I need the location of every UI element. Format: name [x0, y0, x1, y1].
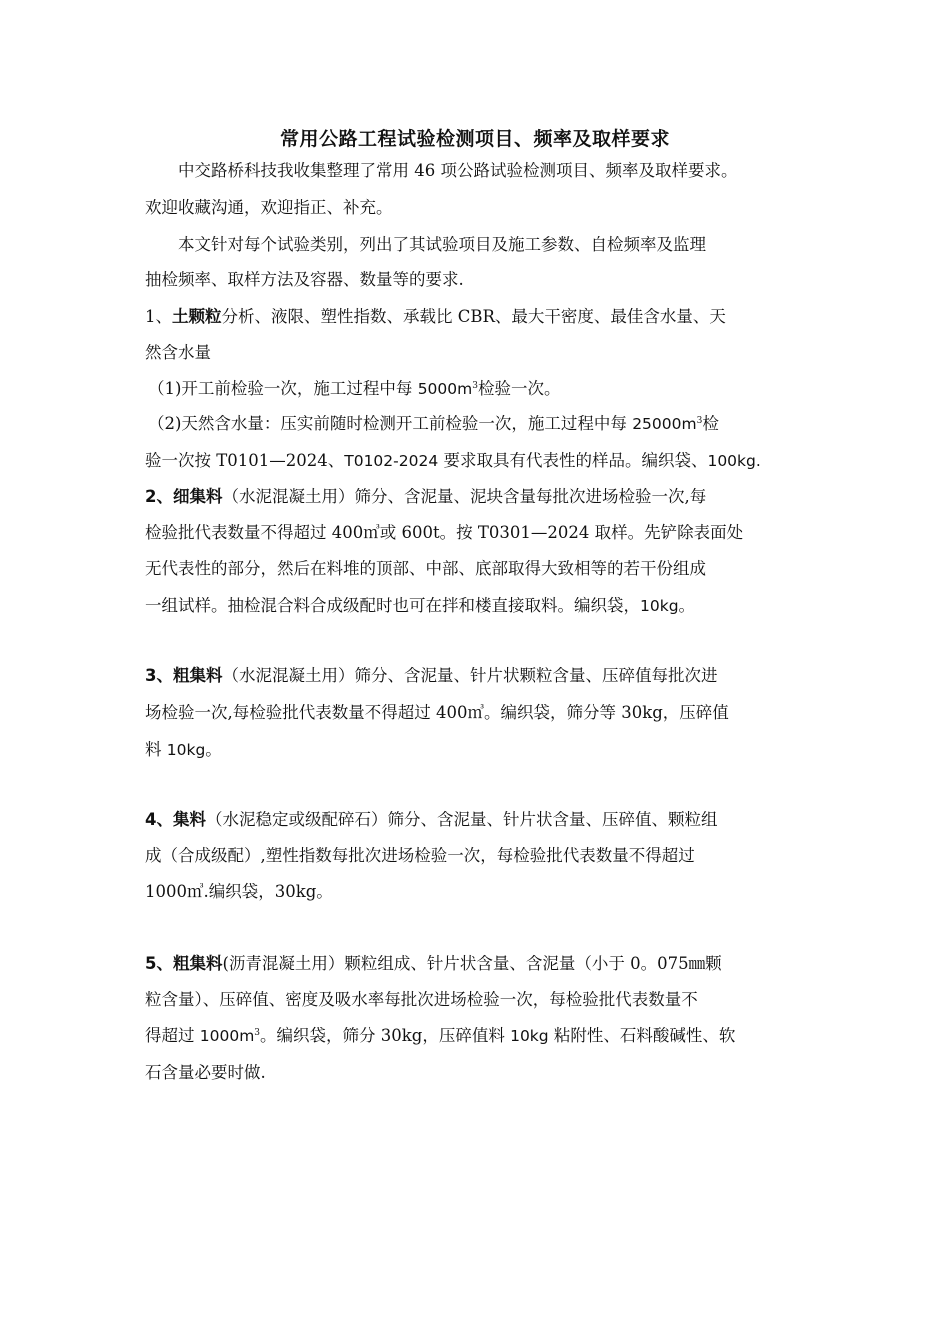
section-3-line2: 场检验一次,每检验批代表数量不得超过 400㎥。编织袋，筛分等 30kg，压碎值: [145, 703, 729, 722]
section-1-line1: [145, 307, 726, 327]
section-5-line1-text: (沥青混凝土用）颗粒组成、针片状含量、含泥量（小于 0。075㎜颗: [222, 954, 722, 973]
section-1-sub3-text: 验一次按 T0101—2024、: [145, 451, 345, 470]
section-5-line4: 石含量必要时做.: [145, 1063, 266, 1082]
cubic-superscript: 3: [696, 416, 703, 426]
section-3-line3: [145, 740, 222, 760]
section-2-line4-qty: 10kg: [640, 597, 679, 615]
section-5-line3-tail: 粘附性、石料酸碱性、软: [548, 1026, 736, 1045]
section-3-line3-qty: 10kg: [166, 741, 206, 759]
section-4-line3: 1000㎥.编织袋，30kg。: [145, 882, 333, 901]
section-1-sub3: [145, 451, 761, 471]
section-1-sub3-mid: 要求取具有代表性的样品。编织袋、: [438, 451, 708, 470]
section-1-sub1-tail: 检验一次。: [477, 379, 561, 398]
intro-p1-line1: 中交路桥科技我收集整理了常用 46 项公路试验检测项目、频率及取样要求。: [178, 161, 738, 180]
section-2-line1-text: （水泥混凝土用）筛分、含泥量、泥块含量每批次进场检验一次,每: [222, 487, 707, 506]
section-1-sub1-text: （1)开工前检验一次，施工过程中每: [148, 379, 418, 398]
section-2-line4: [145, 596, 695, 616]
section-5-heading: 粗集料: [172, 954, 223, 973]
section-5-line3-qty: 10kg: [510, 1027, 549, 1045]
section-2-line4-tail: 。: [678, 596, 696, 615]
section-4-heading: 集料: [172, 810, 206, 829]
section-5-number: 5、: [145, 954, 173, 973]
cubic-superscript: 3: [472, 381, 478, 391]
section-2-heading: 细集料: [172, 487, 223, 506]
section-2-line3: 无代表性的部分，然后在料堆的顶部、中部、底部取得大致相等的若干份组成: [145, 559, 706, 578]
section-1-sub3-code: T0102-2024: [344, 452, 439, 470]
section-2-line4-text: 一组试样。抽检混合料合成级配时也可在拌和楼直接取料。编织袋，: [145, 596, 640, 615]
section-1-sub2-tail: 检: [702, 414, 719, 433]
section-3-line3-tail: 。: [205, 740, 222, 759]
section-2-line1: [145, 487, 706, 507]
section-1-number: 1、: [145, 307, 172, 326]
section-3-line1: [145, 666, 717, 686]
section-1-sub2: [148, 414, 719, 434]
section-3-line1-text: （水泥混凝土用）筛分、含泥量、针片状颗粒含量、压碎值每批次进: [222, 666, 718, 685]
section-3-line3-text: 料: [145, 740, 167, 759]
document-title: 常用公路工程试验检测项目、频率及取样要求: [279, 128, 670, 150]
section-2-line2: 检验批代表数量不得超过 400㎥或 600t。按 T0301—2024 取样。先铲除表面处: [145, 523, 744, 542]
section-1-sub2-text: （2)天然含水量：压实前随时检测开工前检验一次，施工过程中每: [148, 414, 633, 433]
cubic-superscript: 3: [254, 1028, 261, 1038]
section-5-line3-text: 得超过: [145, 1026, 200, 1045]
section-4-number: 4、: [145, 810, 173, 829]
intro-p2-line2: 抽检频率、取样方法及容器、数量等的要求.: [145, 270, 464, 289]
intro-p1-line2: 欢迎收藏沟通，欢迎指正、补充。: [145, 198, 393, 217]
section-1-sub1-amount: 5000m: [417, 380, 473, 398]
section-4-line1-text: （水泥稳定或级配碎石）筛分、含泥量、针片状含量、压碎值、颗粒组: [205, 810, 718, 829]
section-1-line2: 然含水量: [145, 343, 211, 362]
section-2-number: 2、: [145, 487, 173, 506]
intro-p2-line1: 本文针对每个试验类别，列出了其试验项目及施工参数、自检频率及监理: [178, 235, 706, 254]
section-3-number: 3、: [145, 666, 173, 685]
section-4-line1: [145, 810, 717, 830]
section-3-heading: 粗集料: [172, 666, 223, 685]
section-1-sub1: [148, 379, 560, 399]
section-5-line2: 粒含量）、压碎值、密度及吸水率每批次进场检验一次，每检验批代表数量不: [145, 990, 698, 1009]
section-5-line3-amount: 1000m: [199, 1027, 255, 1045]
section-5-line3-mid: 。编织袋，筛分 30kg，压碎值料: [260, 1026, 511, 1045]
section-1-heading: 土颗粒: [172, 307, 222, 326]
section-1-sub2-amount: 25000m: [632, 415, 697, 433]
section-4-line2: 成（合成级配）,塑性指数每批次进场检验一次，每检验批代表数量不得超过: [145, 846, 695, 865]
section-1-sub3-qty: 100kg.: [707, 452, 761, 470]
section-5-line1: [145, 954, 722, 974]
section-1-line1-text: 分析、液限、塑性指数、承载比 CBR、最大干密度、最佳含水量、天: [221, 307, 726, 326]
section-5-line3: [145, 1026, 735, 1046]
